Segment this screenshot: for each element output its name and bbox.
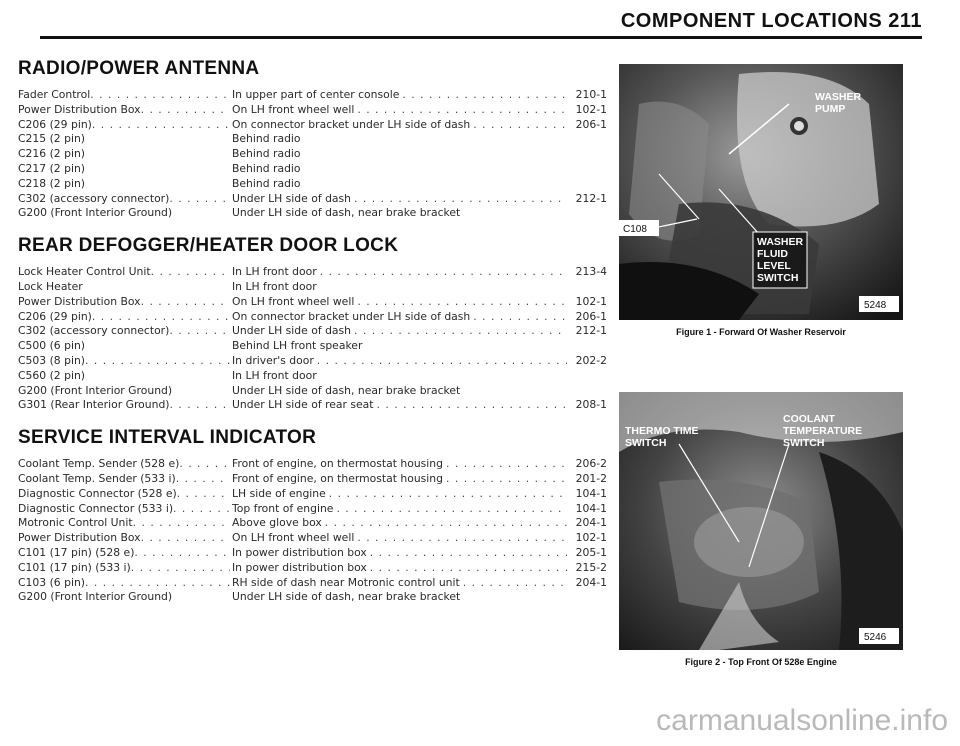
washer-reservoir-photo: [619, 64, 903, 320]
leader-dots: [446, 472, 567, 487]
section-radio-power-antenna: [18, 58, 608, 221]
table-row: [18, 339, 608, 354]
component-name: Motronic Control Unit: [18, 516, 133, 530]
figure-2-caption: Figure 2 - Top Front Of 528e Engine: [685, 657, 837, 667]
component-name: G200 (Front Interior Ground): [18, 383, 173, 397]
page-reference: 104-1: [575, 486, 607, 500]
page-reference: 206-1: [575, 117, 607, 131]
component-name: C101 (17 pin) (528 e): [18, 545, 135, 559]
component-name: Lock Heater: [18, 279, 83, 293]
page-reference: 208-1: [575, 398, 607, 412]
leader-dots: [141, 531, 230, 546]
table-row: [18, 162, 608, 177]
leader-dots: [177, 487, 230, 502]
leader-dots: [179, 457, 230, 472]
component-name: G301 (Rear Interior Ground): [18, 398, 170, 412]
component-location: On LH front wheel well: [232, 531, 355, 545]
leader-dots: [131, 561, 230, 576]
component-location: Behind radio: [232, 161, 301, 175]
component-location-cell: [230, 118, 567, 133]
component-name-cell: [18, 384, 230, 399]
component-name-cell: [18, 339, 230, 354]
component-list: [18, 58, 608, 619]
component-name-cell: [18, 206, 230, 221]
page-reference: 204-1: [575, 575, 607, 589]
section-rear-defogger: [18, 235, 608, 413]
component-location: Behind radio: [232, 176, 301, 190]
component-name: Fader Control: [18, 88, 91, 101]
component-location-cell: [230, 88, 567, 103]
component-name-cell: [18, 369, 230, 384]
component-location: Under LH side of dash: [232, 191, 352, 205]
component-name: Coolant Temp. Sender (528 e): [18, 457, 180, 471]
page-reference: 201-2: [575, 471, 607, 485]
component-location-cell: [230, 472, 567, 487]
component-location-cell: [230, 516, 567, 531]
page-reference: 213-4: [575, 265, 607, 279]
table-row: [18, 384, 608, 399]
component-location: Behind radio: [232, 147, 301, 161]
component-location-cell: [230, 132, 567, 147]
component-name: Coolant Temp. Sender (533 i): [18, 471, 176, 485]
component-location-cell: [230, 457, 567, 472]
table-row: [18, 132, 608, 147]
component-name: C206 (29 pin): [18, 309, 92, 323]
component-location-cell: [230, 324, 567, 339]
component-name-cell: [18, 147, 230, 162]
table-row: [18, 147, 608, 162]
component-location-cell: [230, 369, 567, 384]
table-row: [18, 88, 608, 103]
component-name-cell: [18, 531, 230, 546]
component-location-cell: [230, 192, 567, 207]
component-name-cell: [18, 324, 230, 339]
component-name-cell: [18, 192, 230, 207]
page-reference: 206-2: [575, 457, 607, 471]
component-location: Front of engine, on thermostat housing: [232, 457, 443, 471]
page-reference: 202-2: [575, 353, 607, 367]
component-name-cell: [18, 590, 230, 605]
component-location-cell: [230, 265, 567, 280]
section-service-interval: [18, 427, 608, 605]
component-location: On connector bracket under LH side of dash: [232, 309, 471, 323]
component-name: C103 (6 pin): [18, 575, 86, 589]
section-title: SERVICE INTERVAL INDICATOR: [18, 427, 317, 449]
component-location-cell: [230, 546, 567, 561]
component-name: C216 (2 pin): [18, 147, 86, 161]
table-row: [18, 576, 608, 591]
leader-dots: [92, 310, 230, 325]
leader-dots: [85, 354, 230, 369]
watermark: carmanualsonline.info: [656, 704, 948, 737]
component-name: C217 (2 pin): [18, 161, 86, 175]
component-location: Under LH side of rear seat: [232, 398, 374, 412]
leader-dots: [90, 88, 230, 103]
leader-dots: [473, 310, 567, 325]
washer-pump-label-2: PUMP: [815, 103, 846, 115]
component-name: G200 (Front Interior Ground): [18, 206, 173, 220]
table-row: [18, 502, 608, 517]
washer-pump-label-1: WASHER: [815, 91, 862, 103]
leader-dots: [446, 457, 567, 472]
leader-dots: [133, 516, 230, 531]
leader-dots: [357, 531, 567, 546]
component-name: C500 (6 pin): [18, 339, 86, 353]
component-location: In power distribution box: [232, 560, 367, 574]
page-reference: 212-1: [575, 191, 607, 205]
leader-dots: [170, 398, 230, 413]
header-rule: [40, 36, 922, 39]
leader-dots: [151, 265, 230, 280]
component-name: C302 (accessory connector): [18, 324, 170, 338]
page-reference: 205-1: [575, 545, 607, 559]
leader-dots: [169, 192, 230, 207]
component-name: C218 (2 pin): [18, 176, 86, 190]
thermo-label-2: SWITCH: [625, 437, 667, 449]
leader-dots: [329, 487, 567, 502]
component-location: Above glove box: [232, 516, 322, 530]
leader-dots: [473, 118, 567, 133]
table-row: [18, 398, 608, 413]
component-location: On connector bracket under LH side of dash: [232, 117, 471, 131]
switch-label-3: LEVEL: [757, 260, 791, 272]
leader-dots: [320, 265, 567, 280]
component-location-cell: [230, 590, 567, 605]
figure-2-photo: [619, 392, 903, 650]
component-location: On LH front wheel well: [232, 294, 355, 308]
switch-label-1: WASHER: [757, 236, 804, 248]
component-location: Front of engine, on thermostat housing: [232, 471, 443, 485]
component-location-cell: [230, 354, 567, 369]
table-row: [18, 103, 608, 118]
table-row: [18, 457, 608, 472]
leader-dots: [173, 502, 230, 517]
leader-dots: [463, 576, 567, 591]
component-name-cell: [18, 162, 230, 177]
table-row: [18, 369, 608, 384]
component-name-cell: [18, 354, 230, 369]
leader-dots: [141, 295, 230, 310]
table-row: [18, 310, 608, 325]
component-location: Under LH side of dash, near brake bracket: [232, 383, 461, 397]
leader-dots: [357, 103, 567, 118]
table-row: [18, 265, 608, 280]
component-location: In LH front door: [232, 279, 317, 293]
component-location: On LH front wheel well: [232, 102, 355, 116]
coolant-label-3: SWITCH: [783, 437, 825, 449]
page-reference: 104-1: [575, 501, 607, 515]
table-row: [18, 472, 608, 487]
table-row: [18, 177, 608, 192]
leader-dots: [370, 546, 567, 561]
page-reference: 212-1: [575, 324, 607, 338]
leader-dots: [325, 516, 567, 531]
table-row: [18, 516, 608, 531]
component-location-cell: [230, 310, 567, 325]
leader-dots: [377, 398, 567, 413]
component-location: LH side of engine: [232, 486, 326, 500]
section-title: REAR DEFOGGER/HEATER DOOR LOCK: [18, 235, 399, 257]
component-name-cell: [18, 265, 230, 280]
page-reference: 210-1: [575, 88, 607, 101]
component-name-cell: [18, 103, 230, 118]
leader-dots: [357, 295, 567, 310]
page-reference: 102-1: [575, 102, 607, 116]
component-location: Behind radio: [232, 132, 301, 146]
component-name-cell: [18, 118, 230, 133]
figure-number: 5246: [864, 632, 887, 643]
component-name: C206 (29 pin): [18, 117, 92, 131]
component-location-cell: [230, 339, 567, 354]
page-title: COMPONENT LOCATIONS 211: [620, 10, 922, 32]
component-name-cell: [18, 295, 230, 310]
component-location-cell: [230, 162, 567, 177]
figure-1-photo: [619, 64, 903, 320]
component-location-cell: [230, 487, 567, 502]
leader-dots: [176, 472, 230, 487]
component-location-cell: [230, 295, 567, 310]
switch-label-2: FLUID: [757, 248, 788, 260]
component-name: C503 (8 pin): [18, 353, 86, 367]
component-name: G200 (Front Interior Ground): [18, 590, 173, 604]
leader-dots: [336, 502, 567, 517]
table-row: [18, 192, 608, 207]
table-row: [18, 206, 608, 221]
coolant-label-2: TEMPERATURE: [783, 425, 863, 437]
component-location-cell: [230, 398, 567, 413]
table-row: [18, 354, 608, 369]
component-location-cell: [230, 576, 567, 591]
entry-list: [18, 88, 608, 221]
leader-dots: [370, 561, 567, 576]
component-name-cell: [18, 561, 230, 576]
switch-label-4: SWITCH: [757, 272, 799, 284]
component-name-cell: [18, 310, 230, 325]
component-location-cell: [230, 206, 567, 221]
component-location: Top front of engine: [232, 501, 334, 515]
leader-dots: [134, 546, 230, 561]
page-reference: 102-1: [575, 294, 607, 308]
entry-list: [18, 265, 608, 413]
component-location-cell: [230, 280, 567, 295]
table-row: [18, 487, 608, 502]
component-location: In upper part of center console: [232, 88, 400, 101]
figure-1-caption: Figure 1 - Forward Of Washer Reservoir: [676, 327, 846, 337]
page-reference: 204-1: [575, 516, 607, 530]
component-name-cell: [18, 472, 230, 487]
table-row: [18, 324, 608, 339]
coolant-label-1: COOLANT: [783, 413, 835, 425]
connector-label: C108: [623, 224, 647, 235]
component-location-cell: [230, 561, 567, 576]
component-name-cell: [18, 132, 230, 147]
component-name-cell: [18, 177, 230, 192]
leader-dots: [354, 192, 567, 207]
component-location-cell: [230, 502, 567, 517]
entry-list: [18, 457, 608, 605]
component-name: Power Distribution Box: [18, 531, 141, 545]
leader-dots: [85, 576, 230, 591]
leader-dots: [169, 324, 230, 339]
table-row: [18, 546, 608, 561]
page-reference: 206-1: [575, 309, 607, 323]
component-location: Under LH side of dash, near brake bracket: [232, 590, 461, 604]
component-name-cell: [18, 576, 230, 591]
component-name-cell: [18, 280, 230, 295]
component-name: Lock Heater Control Unit: [18, 265, 151, 279]
component-name: Power Distribution Box: [18, 294, 141, 308]
table-row: [18, 280, 608, 295]
table-row: [18, 590, 608, 605]
section-title: RADIO/POWER ANTENNA: [18, 58, 260, 79]
component-location: In LH front door: [232, 368, 317, 382]
component-location: Under LH side of dash, near brake bracket: [232, 206, 461, 220]
leader-dots: [354, 324, 567, 339]
component-location: Behind LH front speaker: [232, 339, 363, 353]
leader-dots: [92, 118, 230, 133]
component-name-cell: [18, 457, 230, 472]
component-name: Diagnostic Connector (528 e): [18, 486, 177, 500]
thermo-label-1: THERMO TIME: [625, 425, 699, 437]
component-name-cell: [18, 487, 230, 502]
component-name: C101 (17 pin) (533 i): [18, 560, 131, 574]
page-reference: 102-1: [575, 531, 607, 545]
component-name-cell: [18, 398, 230, 413]
component-location: Under LH side of dash: [232, 324, 352, 338]
component-location: In LH front door: [232, 265, 317, 279]
component-location-cell: [230, 147, 567, 162]
engine-photo: [619, 392, 903, 650]
component-location: RH side of dash near Motronic control unit: [232, 575, 460, 589]
component-name: C215 (2 pin): [18, 132, 86, 146]
table-row: [18, 531, 608, 546]
component-name-cell: [18, 546, 230, 561]
component-name: Diagnostic Connector (533 i): [18, 501, 174, 515]
page-header: [0, 0, 960, 40]
table-row: [18, 561, 608, 576]
component-name-cell: [18, 516, 230, 531]
table-row: [18, 118, 608, 133]
component-location-cell: [230, 384, 567, 399]
component-name-cell: [18, 502, 230, 517]
component-location: In power distribution box: [232, 545, 367, 559]
component-location-cell: [230, 531, 567, 546]
component-location-cell: [230, 103, 567, 118]
component-location: In driver's door: [232, 353, 314, 367]
page-reference: 215-2: [575, 560, 607, 574]
component-name: C560 (2 pin): [18, 368, 86, 382]
leader-dots: [141, 103, 230, 118]
component-name: Power Distribution Box: [18, 102, 141, 116]
table-row: [18, 295, 608, 310]
component-name-cell: [18, 88, 230, 103]
leader-dots: [317, 354, 567, 369]
component-name: C302 (accessory connector): [18, 191, 170, 205]
component-location-cell: [230, 177, 567, 192]
leader-dots: [402, 88, 567, 103]
figure-number: 5248: [864, 300, 887, 311]
